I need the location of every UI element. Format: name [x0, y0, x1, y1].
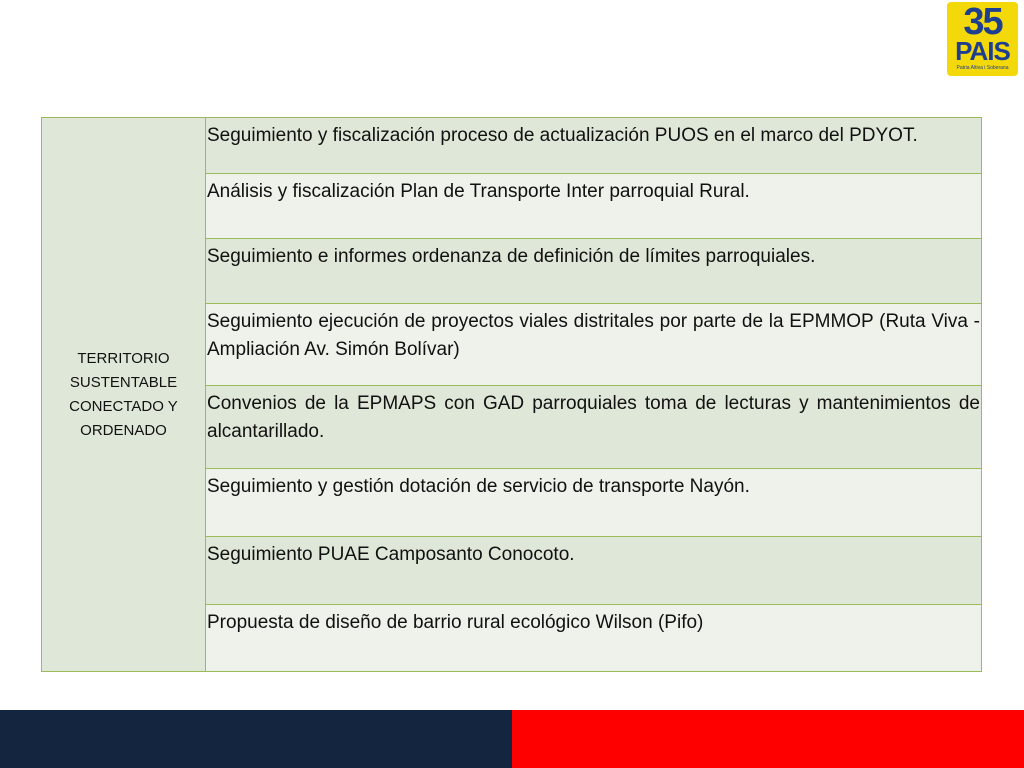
items-column	[206, 118, 981, 671]
table-row: Seguimiento PUAE Camposanto Conocoto.	[206, 537, 981, 605]
footer-bar-blue	[0, 710, 512, 768]
logo-tagline: Patria Altiva i Soberana	[956, 65, 1009, 71]
footer-bar-red	[512, 710, 1024, 768]
table-row: Seguimiento y gestión dotación de servicio de transporte Nayón.	[206, 469, 981, 537]
logo-number: 35	[963, 1, 1002, 43]
table-row: Seguimiento e informes ordenanza de definición de límites parroquiales.	[206, 239, 981, 304]
table-row: Propuesta de diseño de barrio rural ecológico Wilson (Pifo)	[206, 605, 981, 671]
party-logo	[947, 2, 1018, 76]
table-row: Seguimiento ejecución de proyectos viales distritales por parte de la EPMMOP (Ruta Viva - Ampliación Av. Simón Bolívar)	[206, 304, 981, 386]
table-row: Convenios de la EPMAPS con GAD parroquiales toma de lecturas y mantenimientos de alcantarillado.	[206, 386, 981, 469]
logo-word: PAIS	[955, 36, 1010, 66]
category-cell: TERRITORIO SUSTENTABLE CONECTADO Y ORDENADO	[42, 118, 206, 671]
table-row: Análisis y fiscalización Plan de Transporte Inter parroquial Rural.	[206, 174, 981, 239]
objectives-table	[41, 117, 982, 672]
table-row: Seguimiento y fiscalización proceso de actualización PUOS en el marco del PDYOT.	[206, 118, 981, 174]
